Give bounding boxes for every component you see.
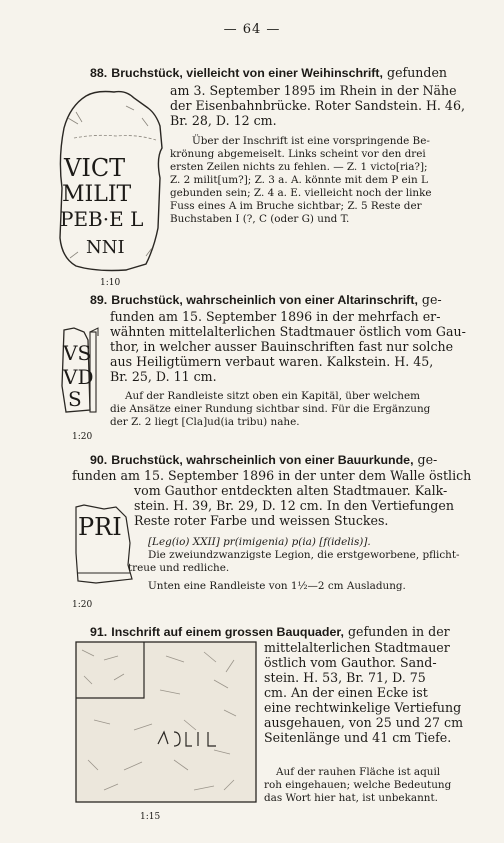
entry-89-text-line: Br. 25, D. 11 cm. <box>110 369 217 384</box>
entry-88-note-line: Z. 2 milit[um?]; Z. 3 a. A. könnte mit dem P ein L <box>170 174 428 186</box>
entry-90-note-line: Die zweiundzwanzigste Legion, die erstgeworbene, pflicht- <box>148 549 460 561</box>
entry-91-text-line: eine rechtwinkelige Vertiefung <box>264 700 462 715</box>
entry-89-note-line: die Ansätze einer Rundung sichtbar sind. Für die Ergänzung <box>110 403 431 415</box>
entry-91-note-line: Auf der rauhen Fläche ist aquil <box>276 766 441 778</box>
entry-88-note-line: Buchstaben I (?, C (oder G) und T. <box>170 213 350 225</box>
entry-88-note-line: Fuss eines A im Bruche sichtbar; Z. 5 Reste der <box>170 200 422 212</box>
figure-line-3: S <box>68 387 82 411</box>
entry-90-heading: 90. Bruchstück, wahrscheinlich von einer Bauurkunde, ge- <box>90 452 438 467</box>
figure-line-1: VS <box>63 341 92 365</box>
entry-91-text-line: mittelalterlichen Stadtmauer <box>264 640 450 655</box>
entry-88-text-line: Br. 28, D. 12 cm. <box>170 113 277 128</box>
entry-90-note-line: [Leg(io) XXII] pr(imigenia) p(ia) [f(idelis)]. <box>148 536 371 548</box>
entry-88-note-line: krönung abgemeiselt. Links scheint vor den drei <box>170 148 426 160</box>
entry-88-note-line: ersten Zeilen nichts zu fehlen. — Z. 1 victo[ria?]; <box>170 161 428 173</box>
entry-90-text-line: stein. H. 39, Br. 29, D. 12 cm. In den Vertiefungen <box>134 498 454 513</box>
entry-89-text-line: wähnten mittelalterlichen Stadtmauer östlich vom Gau- <box>110 324 466 339</box>
entry-90-text-line: Reste roter Farbe und weissen Stuckes. <box>134 513 389 528</box>
entry-88-scale: 1:10 <box>100 278 121 288</box>
figure-line-3: PEB·E L <box>60 207 144 231</box>
entry-91-note-line: das Wort hier hat, ist unbekannt. <box>264 792 438 804</box>
page-number: — 64 — <box>223 22 281 37</box>
entry-89-note-line: Auf der Randleiste sitzt oben ein Kapitäl, über welchem <box>125 390 420 402</box>
entry-88-text-line: am 3. September 1895 im Rhein in der Nähe <box>170 83 457 98</box>
entry-91-text-line: ausgehauen, von 25 und 27 cm <box>264 715 464 730</box>
entry-89-scale: 1:20 <box>72 432 93 442</box>
entry-89-note-line: der Z. 2 liegt [Cla]ud(ia tribu) nahe. <box>110 416 300 428</box>
entry-91-note-line: roh eingehauen; welche Bedeutung <box>264 779 452 791</box>
entry-89-heading: 89. Bruchstück, wahrscheinlich von einer Altarinschrift, ge- <box>90 292 442 307</box>
entry-91-text-line: stein. H. 53, Br. 71, D. 75 <box>264 670 426 685</box>
entry-89-text-line: funden am 15. September 1896 in der mehrfach er- <box>110 309 441 324</box>
entry-88-text-line: der Eisenbahnbrücke. Roter Sandstein. H. 46, <box>170 98 465 113</box>
entry-88-heading: 88. Bruchstück, vielleicht von einer Weihinschrift, gefunden <box>90 65 448 80</box>
inscription-fragment-88-figure <box>56 88 168 274</box>
entry-91-scale: 1:15 <box>140 812 161 822</box>
figure-line-4: NNI <box>86 237 125 258</box>
entry-91-text-line: Seitenlänge und 41 cm Tiefe. <box>264 730 452 745</box>
inscription-fragment-89-figure <box>60 326 100 416</box>
building-block-91-figure <box>74 640 258 806</box>
entry-89-text-line: aus Heiligtümern verbaut waren. Kalkstein. H. 45, <box>110 354 434 369</box>
entry-91-text-line: cm. An der einen Ecke ist <box>264 685 428 700</box>
figure-line-2: MILIT <box>62 182 132 207</box>
entry-90-scale: 1:20 <box>72 600 93 610</box>
entry-90-text-line: vom Gauthor entdeckten alten Stadtmauer. Kalk- <box>134 483 448 498</box>
entry-91-text-line: östlich vom Gauthor. Sand- <box>264 655 437 670</box>
figure-line-2: VD <box>63 365 94 389</box>
entry-89-text-line: thor, in welcher ausser Bauinschriften fast nur solche <box>110 339 454 354</box>
entry-90-text-line: funden am 15. September 1896 in der unter dem Walle östlich <box>72 468 472 483</box>
entry-90-note-line: treue und redliche. <box>128 562 230 574</box>
figure-line-1: PRI <box>78 513 122 541</box>
entry-88-note-line: gebunden sein; Z. 4 a. E. vielleicht noch der linke <box>170 187 432 199</box>
figure-line-1: VICT <box>64 154 126 182</box>
entry-88-note-line: Über der Inschrift ist eine vorspringende Be- <box>192 135 430 147</box>
entry-91-heading: 91. Inschrift auf einem grossen Bauquader, gefunden in der <box>90 624 450 639</box>
entry-90-note-line: Unten eine Randleiste von 1½—2 cm Ausladung. <box>148 580 406 592</box>
